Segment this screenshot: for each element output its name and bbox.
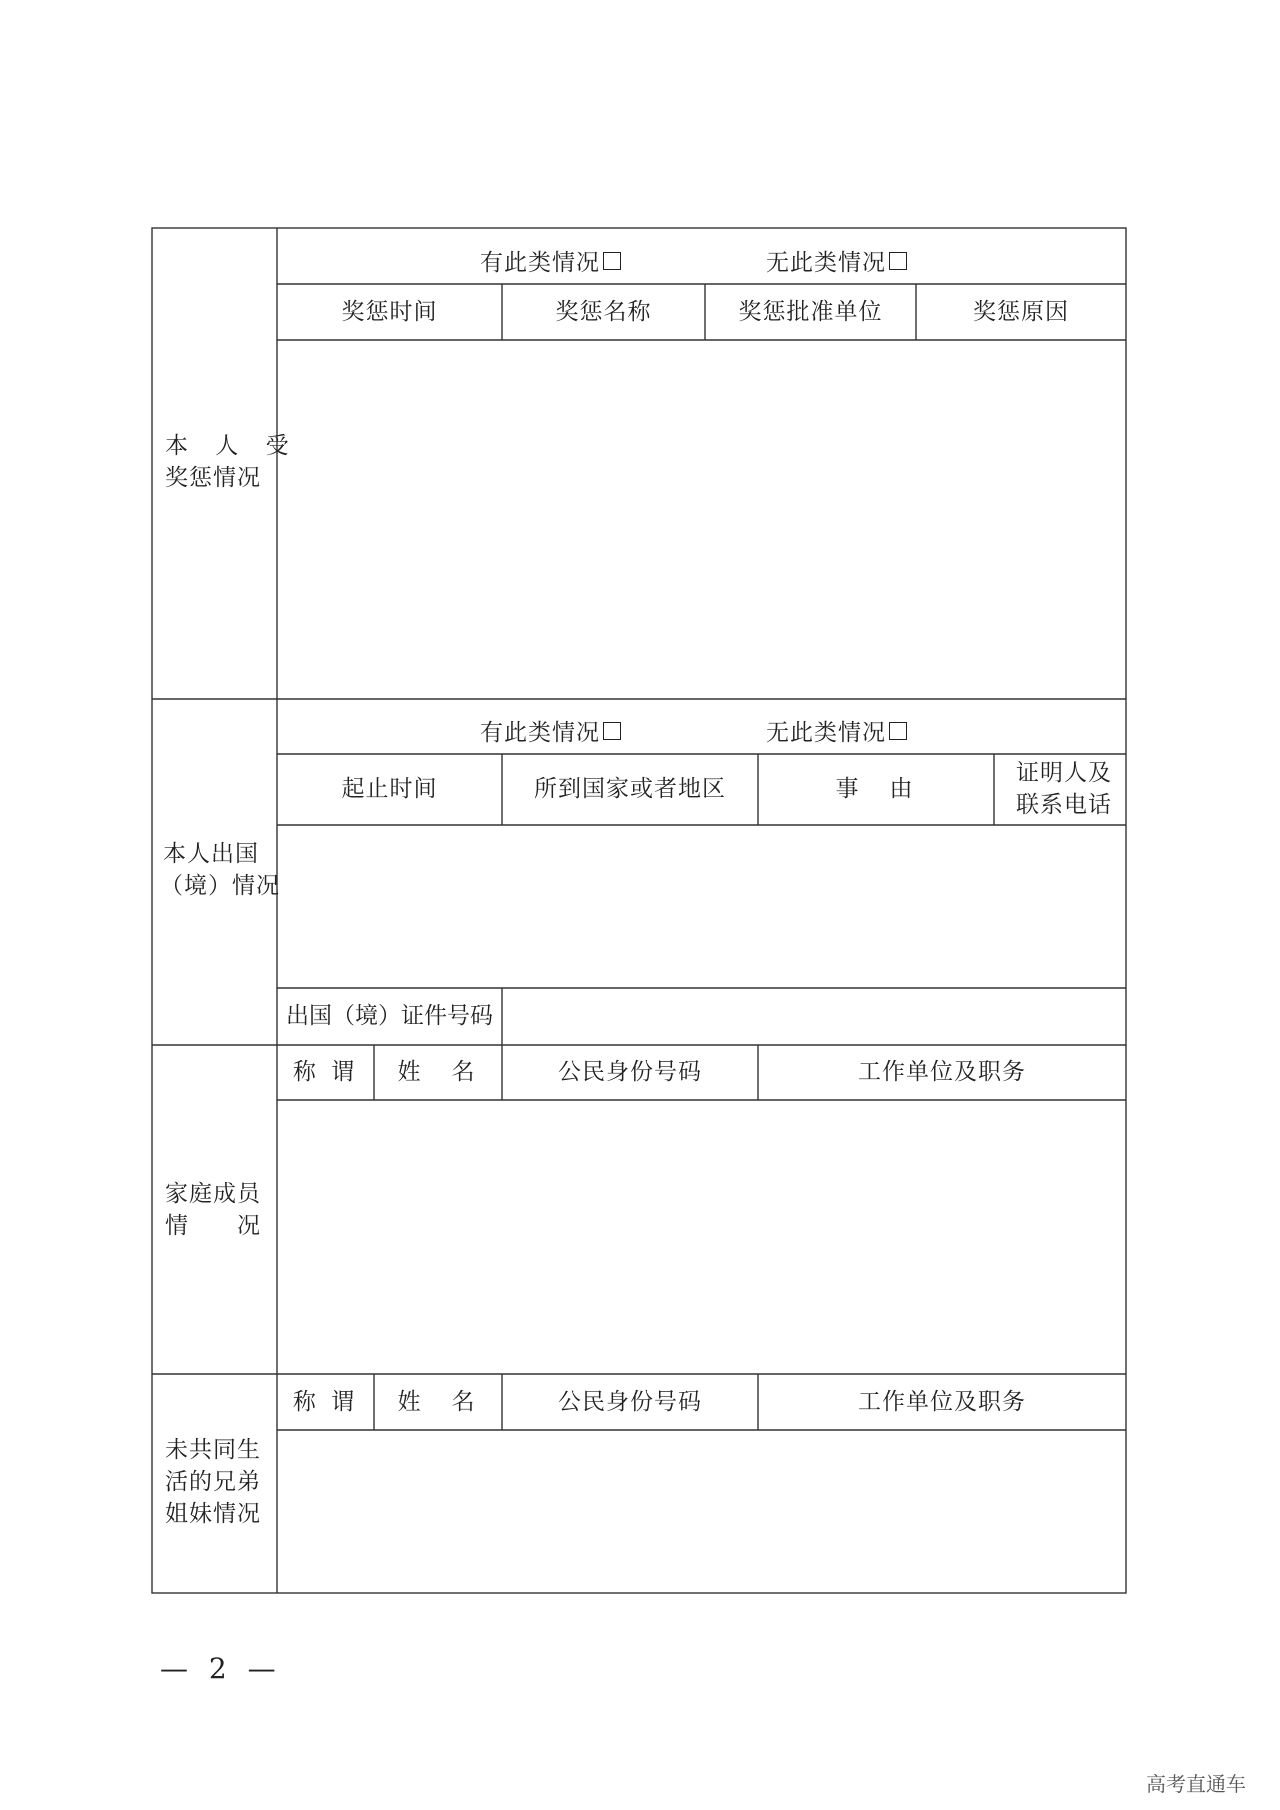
siblings-header-employer: 工作单位及职务 — [858, 1388, 1026, 1415]
abroad-section-label — [160, 838, 280, 902]
passport-number-label: 出国（境）证件号码 — [286, 1003, 493, 1029]
abroad-witness-line-1: 证明人及 — [1016, 760, 1112, 786]
family-entry-area[interactable] — [278, 1101, 1125, 1373]
siblings-label-line-3: 姐妹情况 — [165, 1501, 261, 1527]
rewards-header-reason: 奖惩原因 — [973, 298, 1069, 325]
abroad-has-case-box[interactable] — [603, 722, 621, 740]
rewards-header-time: 奖惩时间 — [341, 298, 438, 325]
siblings-label-line-2: 活的兄弟 — [165, 1469, 261, 1495]
rewards-entry-area[interactable] — [278, 341, 1125, 698]
siblings-header-relation: 称 谓 — [292, 1388, 359, 1415]
family-label-line-2: 情 况 — [165, 1213, 261, 1239]
abroad-has-case-label: 有此类情况 — [480, 720, 600, 746]
abroad-witness-line-2: 联系电话 — [1016, 792, 1112, 818]
rewards-no-case-label: 无此类情况 — [766, 250, 886, 276]
family-header-name: 姓 名 — [397, 1059, 479, 1085]
rewards-has-case-box[interactable] — [603, 252, 621, 270]
family-header-relation: 称 谓 — [292, 1059, 359, 1085]
family-header-employer: 工作单位及职务 — [858, 1059, 1026, 1085]
family-label-line-1: 家庭成员 — [165, 1181, 261, 1207]
page-number: — 2 — — [160, 1652, 282, 1685]
abroad-no-case-box[interactable] — [889, 722, 907, 740]
abroad-header-destination: 所到国家或者地区 — [534, 776, 726, 802]
siblings-section-label — [165, 1434, 265, 1530]
abroad-header-period: 起止时间 — [341, 776, 438, 802]
siblings-header-name: 姓 名 — [397, 1388, 479, 1415]
abroad-header-reason: 事 由 — [835, 776, 917, 802]
abroad-header-witness — [1004, 757, 1124, 821]
abroad-entry-area[interactable] — [278, 826, 1125, 987]
rewards-no-case-box[interactable] — [889, 252, 907, 270]
abroad-no-case-label: 无此类情况 — [766, 720, 886, 746]
rewards-label-line-2: 奖惩情况 — [165, 465, 261, 491]
abroad-has-case-checkbox[interactable] — [480, 714, 621, 747]
passport-number-field[interactable] — [503, 989, 1125, 1044]
rewards-has-case-label: 有此类情况 — [480, 250, 600, 276]
siblings-entry-area[interactable] — [278, 1431, 1125, 1592]
rewards-header-name: 奖惩名称 — [555, 298, 652, 325]
rewards-header-approver: 奖惩批准单位 — [738, 298, 883, 325]
rewards-no-case-checkbox[interactable] — [766, 244, 907, 277]
rewards-section-label — [165, 430, 299, 494]
abroad-label-line-1: 本人出国 — [163, 841, 259, 867]
family-header-id-number: 公民身份号码 — [558, 1059, 702, 1085]
family-section-label — [165, 1178, 265, 1242]
siblings-header-id-number: 公民身份号码 — [558, 1388, 702, 1415]
abroad-no-case-checkbox[interactable] — [766, 714, 907, 747]
rewards-has-case-checkbox[interactable] — [480, 244, 621, 277]
rewards-label-line-1: 本 人 受 — [165, 433, 299, 459]
siblings-label-line-1: 未共同生 — [165, 1437, 261, 1463]
abroad-label-line-2: （境）情况 — [160, 873, 280, 899]
watermark-text: 高考直通车 — [1146, 1772, 1246, 1796]
